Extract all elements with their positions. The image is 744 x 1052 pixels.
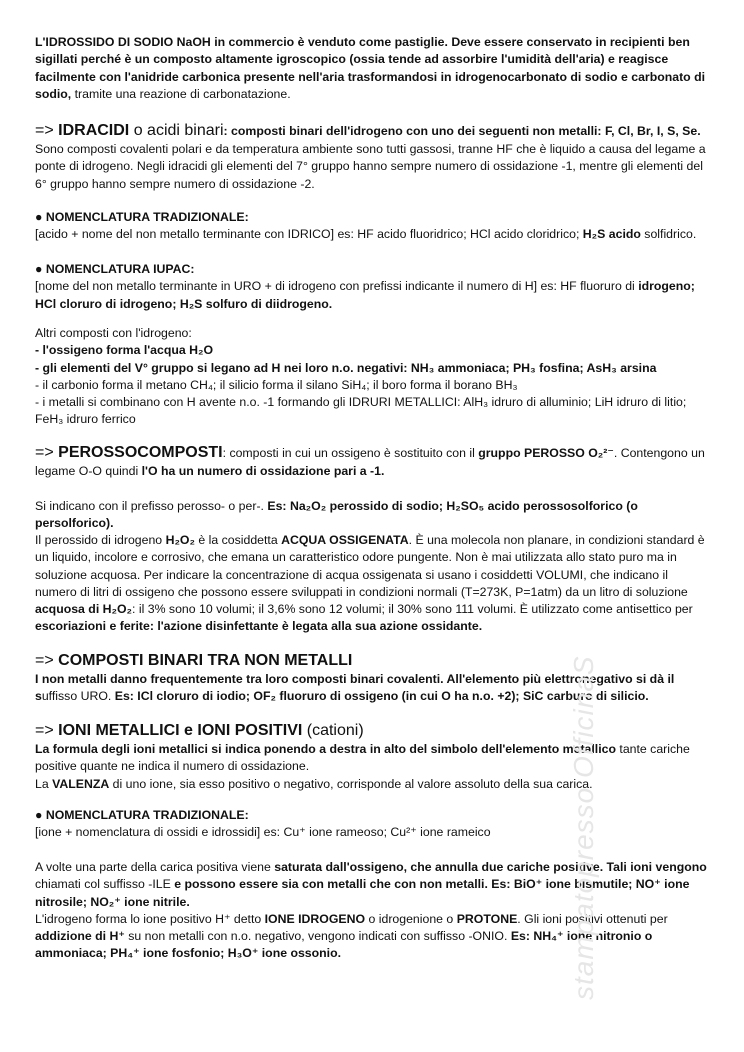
h2o2-formula: H₂O₂ — [165, 533, 195, 547]
binari-body-c: Es: ICl cloruro di iodio; OF₂ fluoruro di ossigeno (in cui O ha n.o. +2); SiC carburo di silicio. — [114, 689, 649, 704]
h2o2-paragraph — [35, 532, 711, 636]
h2o2-name: ACQUA OSSIGENATA — [281, 533, 409, 547]
iupac-bold: idrogeno; HCl cloruro di idrogeno; H₂S solfuro di diidrogeno. — [35, 279, 695, 311]
idro-protone: PROTONE — [456, 911, 518, 926]
altri-heading: Altri composti con l'idrogeno: — [35, 326, 192, 340]
intro-paragraph — [35, 34, 711, 103]
trad-end: solfidrico. — [640, 227, 697, 242]
trad-bold: H₂S acido — [582, 227, 641, 242]
idro-text: L'idrogeno forma lo ione positivo H⁺ detto — [35, 911, 265, 926]
ioni-title-rest: (cationi) — [302, 722, 364, 739]
idracidi-section — [35, 121, 711, 193]
perosso-prefix — [35, 498, 711, 533]
perosso-arrow: => — [35, 444, 59, 461]
altri-item: - i metalli si combinano con H avente n.o. -1 formando gli IDRURI METALLICI: AlH₃ idruro di alluminio; LiH idruro di litio; FeH₃ idruro ferrico — [35, 395, 687, 427]
idro-examples: Es: NH₄⁺ ione nitronio o ammoniaca; PH₄⁺ ione fosfonio; H₃O⁺ ione ossonio. — [35, 929, 653, 961]
sat-text: A volte una parte della carica positiva viene — [35, 860, 275, 874]
perosso-title: PEROSSOCOMPOSTI — [58, 444, 223, 461]
sat-text-c: chiamati col suffisso -ILE — [35, 877, 175, 892]
idracidi-arrow: => — [35, 122, 59, 139]
binari-body-b: uffisso URO. — [41, 689, 115, 704]
h2o2-text-b: è la cosiddetta — [194, 533, 282, 547]
idro-text-e: . Gli ioni positivi ottenuti per — [517, 911, 668, 926]
binari-title: COMPOSTI BINARI TRA NON METALLI — [58, 652, 353, 669]
prefix-examples: Es: Na₂O₂ perossido di sodio; H₂SO₅ acido perossosolforico (o persolforico). — [35, 499, 638, 531]
ioni-arrow: => — [35, 722, 59, 739]
iupac-heading: ● NOMENCLATURA IUPAC: — [35, 262, 195, 276]
idracidi-trad-section — [35, 209, 711, 244]
sat-bold: saturata dall'ossigeno, che annulla due cariche positive. Tali ioni vengono — [274, 860, 707, 874]
iupac-body: [nome del non metallo terminante in URO + di idrogeno con prefissi indicante il numero di H] es: HF fluoruro di — [35, 279, 639, 294]
altri-item: - l'ossigeno forma l'acqua H₂O — [35, 343, 214, 358]
binari-section — [35, 651, 711, 706]
perosso-group: gruppo PEROSSO O₂²⁻ — [478, 446, 614, 460]
ioni-trad-body: [ione + nomenclatura di ossidi e idrossidi] es: Cu⁺ ione rameoso; Cu²⁺ ione rameico — [35, 825, 491, 840]
intro-text-end: tramite una reazione di carbonatazione. — [71, 86, 291, 101]
h2o2-text-e: : il 3% sono 10 volumi; il 3,6% sono 12 volumi; il 30% sono 111 volumi. È utilizzato come antisettico per — [132, 602, 693, 617]
perosso-def: : composti in cui un ossigeno è sostituito con il — [222, 446, 479, 460]
prefix-text: Si indicano con il prefisso perosso- o per-. — [35, 499, 268, 513]
idro-bold-f: addizione di H⁺ — [35, 929, 125, 944]
ioni-section — [35, 721, 711, 793]
ioni-saturazione — [35, 859, 711, 963]
binari-body: I non metalli danno frequentemente tra loro composti binari covalenti. All'elemento più elettronegativo si dà il s — [35, 672, 675, 704]
idracidi-body: Sono composti covalenti polari e da temperatura ambiente sono tutti gassosi, tranne HF che è liquido a causa del legame a ponte di idrogeno. Negli idracidi gli elementi del 7° gruppo hanno sempre numero di ossidazione -1, mentre gli elementi del 6° gruppo hanno sempre numero di ossidazione -2. — [35, 142, 706, 191]
ioni-body: La formula degli ioni metallici si indica ponendo a destra in alto del simbolo dell'elemento metallico — [35, 742, 616, 756]
perosso-def-c: l'O ha un numero di ossidazione pari a -1. — [141, 464, 385, 478]
idracidi-title-rest: o acidi binari — [129, 122, 224, 139]
trad-heading: ● NOMENCLATURA TRADIZIONALE: — [35, 210, 249, 224]
valenza-text: La — [35, 776, 53, 791]
valenza-bold: VALENZA — [52, 776, 110, 791]
h2o2-text: Il perossido di idrogeno — [35, 533, 166, 547]
perosso-def-b: . Contengono un legame O-O quindi — [35, 446, 705, 478]
h2o2-text-d: acquosa di H₂O₂ — [35, 602, 133, 617]
altri-item: - il carbonio forma il metano CH₄; il silicio forma il silano SiH₄; il boro forma il borano BH₃ — [35, 377, 518, 392]
altri-item: - gli elementi del V° gruppo si legano ad H nei loro n.o. negativi: NH₃ ammoniaca; PH₃ fosfina; AsH₃ arsina — [35, 360, 657, 375]
idro-bold: IONE IDROGENO — [264, 911, 366, 926]
ioni-body-b: tante cariche positive quante ne indica il numero di ossidazione. — [35, 742, 690, 774]
h2o2-text-c: . È una molecola non planare, in condizioni standard è un liquido, incolore e corrosivo, che emana un caratteristico odore pungente. Non è mai utilizzata allo stato puro ma in soluzione acquosa. Per indicare la concentrazione di acqua ossigenata si usano i cosiddetti VOLUMI, che indicano il numero di litri di ossigeno che possono essere sviluppati in condizioni normali (T=273K, P=1atm) da un litro di soluzione — [35, 533, 705, 599]
valenza-text-b: di uno ione, sia esso positivo o negativo, corrisponde al valore assoluto della sua carica. — [109, 776, 593, 791]
altri-section — [35, 325, 711, 429]
ioni-trad-section — [35, 807, 711, 842]
ioni-trad-heading: ● NOMENCLATURA TRADIZIONALE: — [35, 808, 249, 822]
sat-bold-d: e possono essere sia con metalli che con non metalli. Es: BiO⁺ ione bismutile; NO⁺ ione nitrosile; NO₂⁺ ione nitrile. — [35, 877, 690, 909]
ioni-title: IONI METALLICI e IONI POSITIVI — [58, 722, 303, 739]
idracidi-title: IDRACIDI — [58, 122, 130, 139]
trad-body: [acido + nome del non metallo terminante con IDRICO] es: HF acido fluoridrico; HCl acido cloridrico; — [35, 227, 583, 242]
watermark: stampatopresso OfficinaS — [568, 655, 599, 1000]
idro-text-g: su non metalli con n.o. negativo, vengono indicati con suffisso -ONIO. — [124, 929, 511, 944]
intro-text: L'IDROSSIDO DI SODIO NaOH in commercio è venduto come pastiglie. Deve essere conservato in recipienti ben sigillati perché è un composto altamente igroscopico (ossia tende ad assorbire l'umidità dell'aria) e reagisce facilmente con l'anidride carbonica presente nell'aria trasformandosi in idrogenocarbonato di sodio e carbonato di sodio, — [35, 35, 706, 101]
perosso-section — [35, 443, 711, 480]
binari-arrow: => — [35, 652, 59, 669]
idracidi-definition: : composti binari dell'idrogeno con uno dei seguenti non metalli: F, Cl, Br, I, S, Se. — [223, 124, 701, 138]
idro-text-c: o idrogenione o — [365, 911, 457, 926]
h2o2-text-f: escoriazioni e ferite: l'azione disinfettante è legata alla sua azione ossidante. — [35, 619, 483, 634]
idracidi-iupac-section — [35, 261, 711, 313]
